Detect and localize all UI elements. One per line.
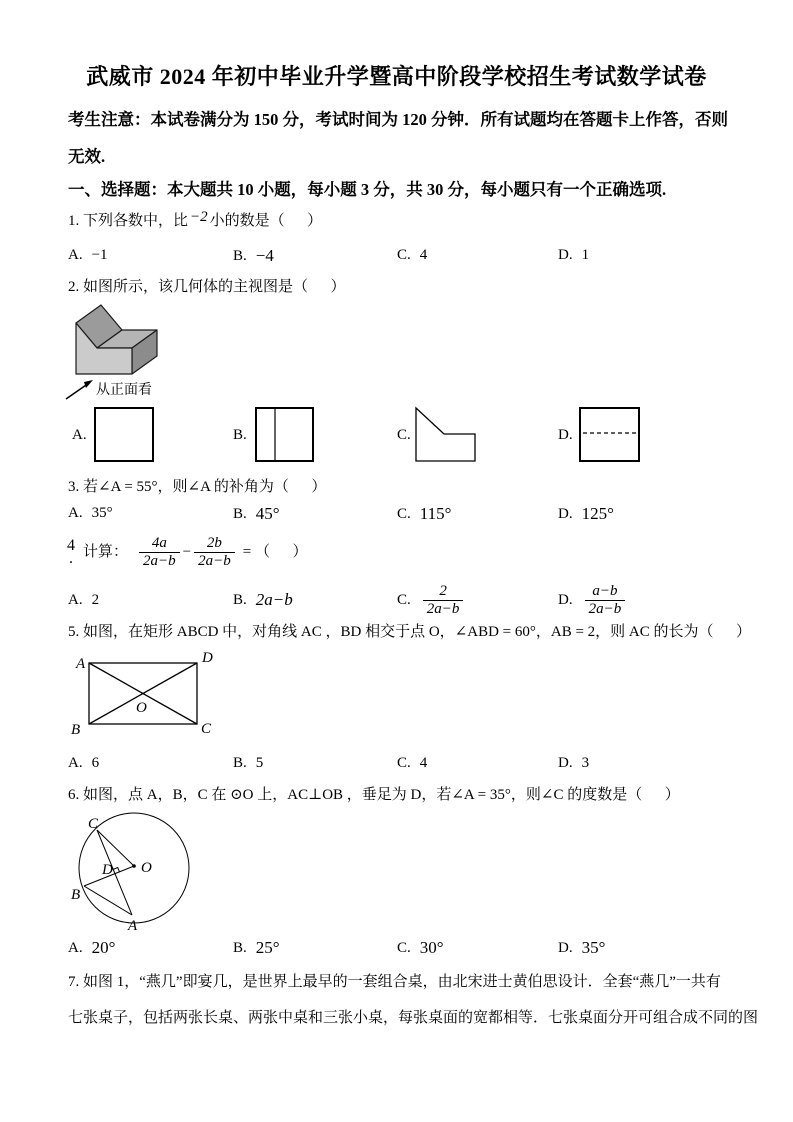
- option-label: C.: [397, 247, 411, 263]
- q2-option-b-shape: [256, 408, 313, 461]
- option-value: 5: [255, 755, 264, 771]
- q5-label-o: O: [136, 700, 147, 716]
- q4-option-b: [233, 580, 293, 620]
- option-value-fraction: $\frac{a-b}{2a-b}$: [585, 584, 626, 617]
- option-value: 2: [91, 591, 100, 608]
- option-label: B.: [233, 247, 247, 264]
- option-value: 3: [581, 755, 590, 771]
- option-value-fraction: $\frac{2}{2a-b}$: [423, 584, 464, 617]
- option-label: D.: [558, 247, 573, 263]
- page-title: 武威市 2024 年初中毕业升学暨高中阶段学校招生考试数学试卷: [86, 64, 707, 89]
- q4-number: 4 .: [67, 537, 75, 567]
- view-direction-caption: 从正面看: [96, 383, 152, 398]
- option-label: D.: [558, 939, 573, 956]
- q5-label-a: A: [76, 656, 86, 672]
- q3-option-c: [397, 504, 451, 524]
- q4-fraction-2: $\frac{2b}{2a-b}$: [194, 536, 235, 569]
- q3-option-d: [558, 504, 614, 524]
- q6-option-c: [397, 938, 444, 958]
- option-label: A.: [68, 591, 83, 608]
- q2-option-a-shape: [95, 408, 153, 461]
- option-value: 35°: [91, 505, 113, 521]
- question-6-stem: 6. 如图，点 A，B，C 在 ⊙O 上，AC⊥OB ，垂足为 D，若∠A = 35°，则∠C 的度数是（ ）: [68, 787, 680, 803]
- q6-label-c: C: [88, 816, 99, 832]
- option-value: 20°: [91, 938, 116, 957]
- option-label: B.: [233, 591, 247, 608]
- question-3-stem: 3. 若∠A = 55°，则∠A 的补角为（ ）: [68, 479, 327, 495]
- question-4-stem: [67, 532, 307, 572]
- option-label: A.: [68, 755, 83, 771]
- q6-center-dot: [132, 864, 136, 868]
- q1-option-c: [397, 247, 427, 264]
- q5-option-d: [558, 755, 589, 772]
- option-label: B.: [233, 939, 247, 956]
- option-value: 35°: [581, 938, 606, 957]
- question-7-line-1: 7. 如图 1，“燕几”即宴几，是世界上最早的一套组合桌，由北宋进士黄伯思设计．全套“燕几”一共有: [68, 974, 721, 990]
- q5-label-b: B: [71, 722, 81, 738]
- q6-label-o: O: [141, 860, 152, 876]
- q6-option-b: [233, 938, 280, 958]
- option-label: C.: [397, 755, 411, 771]
- option-value: 30°: [419, 938, 444, 957]
- q5-label-c: C: [201, 721, 212, 737]
- q6-label-d: D: [102, 862, 113, 878]
- option-label: C.: [397, 939, 411, 956]
- option-label: A.: [68, 505, 83, 521]
- option-value: 125°: [581, 504, 614, 523]
- q3-option-a: [68, 505, 113, 522]
- q5-option-b: [233, 755, 263, 772]
- option-value: 4: [419, 247, 428, 263]
- q2-option-c-shape: [416, 408, 475, 461]
- option-value: 1: [581, 247, 590, 263]
- q4-option-a: [68, 580, 99, 620]
- q1-stem-before: 1. 下列各数中，比: [68, 213, 189, 229]
- option-label: A.: [68, 247, 83, 263]
- q2-option-d-label: D.: [558, 427, 573, 443]
- q4-operator: −: [182, 544, 192, 560]
- q4-option-d: [558, 580, 628, 620]
- q4-label: 计算：: [83, 544, 129, 560]
- q2-option-c-label: C.: [397, 427, 411, 443]
- q6-label-a: A: [128, 918, 138, 934]
- option-value: 25°: [255, 938, 280, 957]
- q2-option-d-shape: [580, 408, 639, 461]
- question-2-stem: 2. 如图所示，该几何体的主视图是（ ）: [68, 279, 346, 295]
- q6-option-d: [558, 938, 605, 958]
- option-value: 6: [91, 755, 100, 771]
- q1-stem-math: −2: [190, 209, 208, 225]
- q1-option-d: [558, 247, 589, 264]
- q5-option-a: [68, 755, 99, 772]
- section-heading: 一、选择题：本大题共 10 小题，每小题 3 分，共 30 分，每小题只有一个正确选项.: [68, 180, 667, 199]
- q2-solid-figure: [76, 305, 157, 374]
- option-label: D.: [558, 755, 573, 771]
- notice-line-1: 考生注意：本试卷满分为 150 分，考试时间为 120 分钟．所有试题均在答题卡上作答，否则: [68, 110, 728, 129]
- option-value: −4: [255, 246, 274, 265]
- option-label: D.: [558, 591, 573, 608]
- option-label: D.: [558, 505, 573, 522]
- q5-label-d: D: [202, 650, 213, 666]
- option-label: B.: [233, 755, 247, 771]
- view-direction-arrow: [66, 380, 93, 399]
- q4-fraction-1: $\frac{4a}{2a-b}$: [139, 536, 180, 569]
- q2-option-b-label: B.: [233, 427, 247, 443]
- q1-option-b: [233, 246, 274, 266]
- q1-stem-after: 小的数是（ ）: [209, 213, 323, 229]
- question-7-line-2: 七张桌子，包括两张长桌、两张中桌和三张小桌，每张桌面的宽都相等．七张桌面分开可组合成不同的图: [68, 1010, 759, 1026]
- q4-equals: = （ ）: [242, 544, 308, 560]
- q6-label-b: B: [71, 887, 81, 903]
- option-value: 115°: [419, 504, 452, 523]
- q2-option-a-label: A.: [72, 427, 87, 443]
- option-label: C.: [397, 505, 411, 522]
- option-value: 2a−b: [255, 590, 293, 609]
- q4-option-c: [397, 580, 466, 620]
- q3-option-b: [233, 504, 280, 524]
- option-value: 45°: [255, 504, 280, 523]
- option-value: 4: [419, 755, 428, 771]
- option-label: C.: [397, 591, 411, 608]
- q1-option-a: [68, 247, 108, 264]
- question-5-stem: 5. 如图，在矩形 ABCD 中，对角线 AC ，BD 相交于点 O，∠ABD = 60°，AB = 2，则 AC 的长为（ ）: [68, 624, 752, 640]
- notice-line-2: 无效.: [68, 147, 106, 166]
- question-1-stem: [68, 211, 322, 231]
- q5-option-c: [397, 755, 427, 772]
- option-label: B.: [233, 505, 247, 522]
- q6-option-a: [68, 938, 115, 958]
- option-label: A.: [68, 939, 83, 956]
- option-value: −1: [91, 247, 108, 263]
